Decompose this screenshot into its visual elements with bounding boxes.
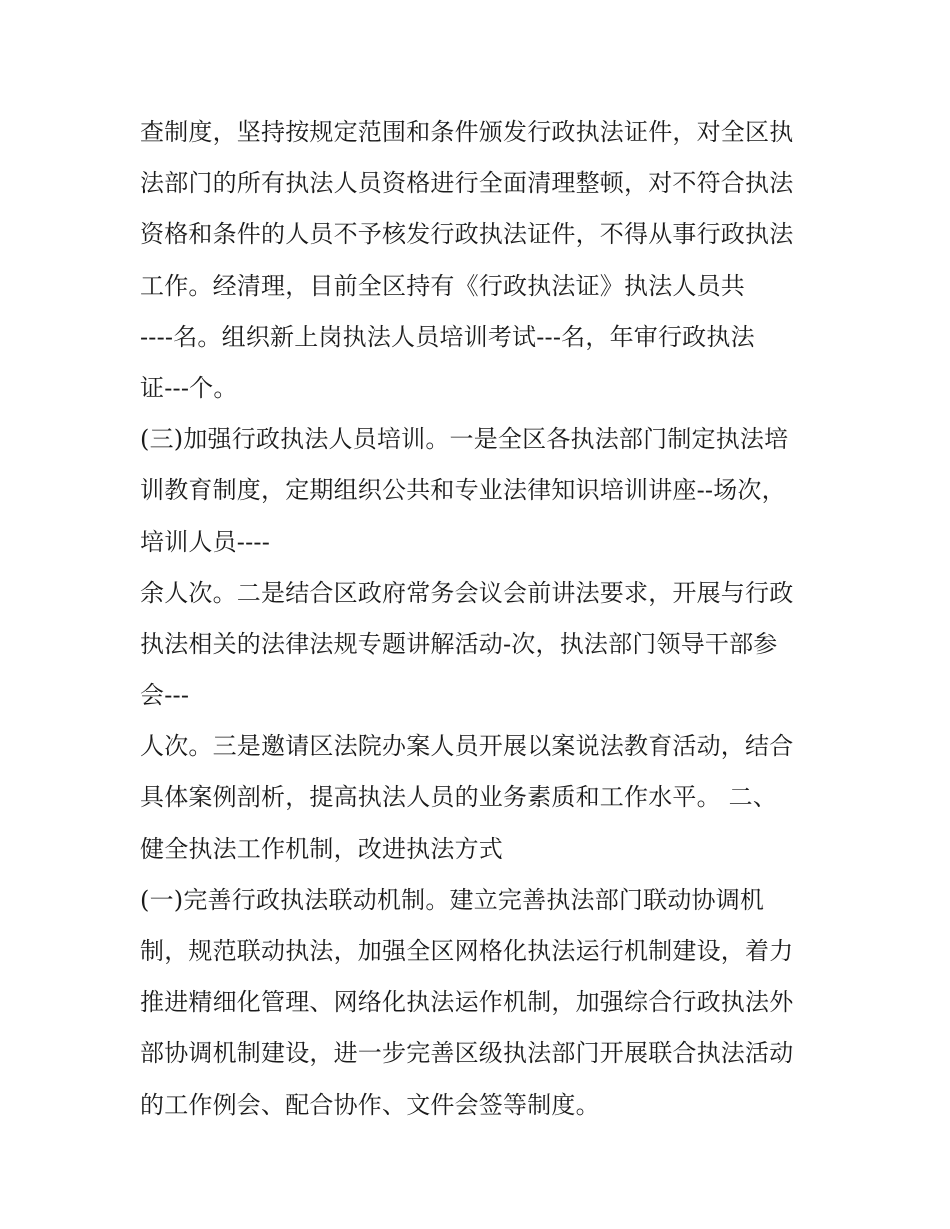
text-line: 查制度，坚持按规定范围和条件颁发行政执法证件，对全区执: [140, 118, 794, 146]
text-line: 培训人员----: [140, 527, 271, 556]
text-line: 证---个。: [140, 373, 238, 402]
text-line: 推进精细化管理、网络化执法运作机制，加强综合行政执法外: [140, 988, 794, 1017]
text-line: 具体案例剖析，提高执法人员的业务素质和工作水平。 二、: [140, 783, 778, 812]
text-line: 工作。经清理，目前全区持有《行政执法证》执法人员共: [140, 271, 745, 300]
section-heading-line: 健全执法工作机制，改进执法方式: [140, 834, 503, 863]
text-line: 执法相关的法律法规专题讲解活动-次，执法部门领导干部参: [140, 629, 778, 658]
text-line: 余人次。二是结合区政府常务会议会前讲法要求，开展与行政: [140, 578, 794, 607]
text-line: 部协调机制建设，进一步完善区级执法部门开展联合执法活动: [140, 1039, 794, 1068]
text-line: 会---: [140, 681, 190, 710]
section-heading-line: (一)完善行政执法联动机制。建立完善执法部门联动协调机: [140, 885, 765, 914]
document-body-text: [140, 107, 820, 1131]
text-line: ----名。组织新上岗执法人员培训考试---名，年审行政执法: [140, 322, 755, 351]
text-line: 训教育制度，定期组织公共和专业法律知识培训讲座--场次，: [140, 476, 786, 505]
text-line: 法部门的所有执法人员资格进行全面清理整顿，对不符合执法: [140, 169, 794, 198]
text-line: 制，规范联动执法，加强全区网格化执法运行机制建设，着力: [140, 937, 794, 965]
section-heading-line: (三)加强行政执法人员培训。一是全区各执法部门制定执法培: [140, 425, 789, 454]
text-line: 资格和条件的人员不予核发行政执法证件，不得从事行政执法: [140, 220, 794, 249]
text-line: 的工作例会、配合协作、文件会签等制度。: [140, 1090, 600, 1119]
text-line: 人次。三是邀请区法院办案人员开展以案说法教育活动，结合: [140, 732, 794, 761]
